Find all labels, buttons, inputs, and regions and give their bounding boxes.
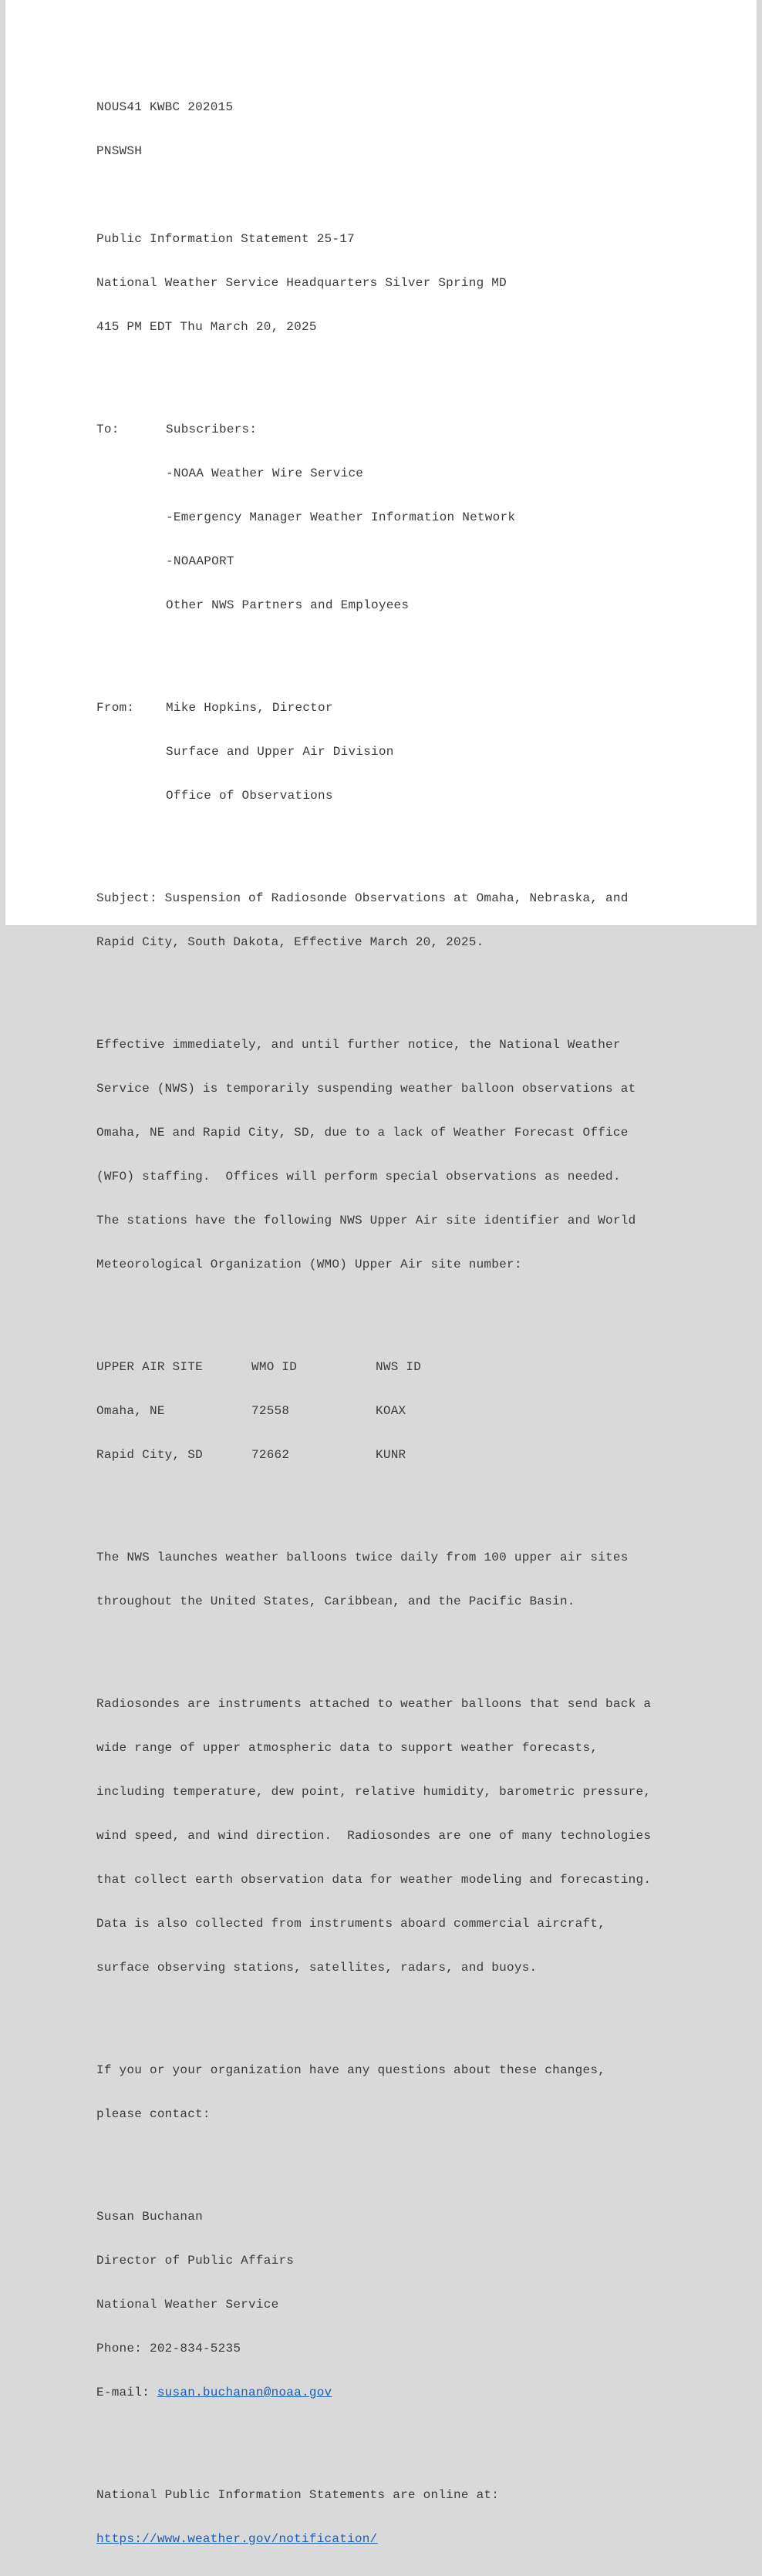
paragraph-line: please contact:	[96, 2107, 211, 2121]
table-cell: 72558	[251, 1404, 290, 1418]
table-cell: KUNR	[376, 1448, 406, 1462]
paragraph-line: surface observing stations, satellites, radars, and buoys.	[96, 1961, 538, 1975]
issue-time: 415 PM EDT Thu March 20, 2025	[96, 320, 317, 334]
table-header-site: UPPER AIR SITE	[96, 1360, 203, 1374]
email-label: E-mail:	[96, 2386, 157, 2399]
paragraph-line: including temperature, dew point, relative humidity, barometric pressure,	[96, 1785, 652, 1799]
paragraph-line: The stations have the following NWS Upper Air site identifier and World	[96, 1214, 636, 1227]
paragraph-line: The NWS launches weather balloons twice daily from 100 upper air sites	[96, 1551, 629, 1564]
awips-id: PNSWSH	[96, 144, 143, 158]
subject-line: Subject: Suspension of Radiosonde Observations at Omaha, Nebraska, and	[96, 891, 629, 905]
table-cell: Omaha, NE	[96, 1404, 165, 1418]
table-cell: Rapid City, SD	[96, 1448, 203, 1462]
table-cell: KOAX	[376, 1404, 406, 1418]
paragraph-line: that collect earth observation data for weather modeling and forecasting.	[96, 1873, 652, 1887]
table-header-nws: NWS ID	[376, 1360, 422, 1374]
statement-title: Public Information Statement 25-17	[96, 232, 355, 246]
contact-email-row	[96, 2386, 744, 2400]
table-header-wmo: WMO ID	[251, 1360, 298, 1374]
paragraph-line: Meteorological Organization (WMO) Upper Air site number:	[96, 1258, 522, 1271]
contact-title: Director of Public Affairs	[96, 2254, 295, 2268]
paragraph-line: wide range of upper atmospheric data to support weather forecasts,	[96, 1741, 598, 1755]
contact-phone: Phone: 202-834-5235	[96, 2342, 241, 2355]
from-label: From:	[96, 701, 135, 715]
footer-url-row	[96, 2532, 744, 2547]
to-line: Other NWS Partners and Employees	[166, 598, 410, 612]
contact-name: Susan Buchanan	[96, 2210, 203, 2224]
paragraph-line: Service (NWS) is temporarily suspending weather balloon observations at	[96, 1082, 636, 1096]
paragraph-line: If you or your organization have any questions about these changes,	[96, 2063, 606, 2077]
statement-text	[96, 71, 744, 2576]
from-line: Surface and Upper Air Division	[166, 745, 394, 759]
paragraph-line: Effective immediately, and until further notice, the National Weather	[96, 1038, 621, 1052]
email-link[interactable]: susan.buchanan@noaa.gov	[157, 2386, 332, 2399]
footer-text: National Public Information Statements are online at:	[96, 2488, 500, 2502]
paragraph-line: throughout the United States, Caribbean, and the Pacific Basin.	[96, 1594, 575, 1608]
paragraph-line: wind speed, and wind direction. Radiosondes are one of many technologies	[96, 1829, 652, 1843]
from-row	[96, 701, 744, 716]
document-page	[5, 0, 757, 2546]
subject-line: Rapid City, South Dakota, Effective March 20, 2025.	[96, 935, 484, 949]
to-line: -NOAA Weather Wire Service	[166, 466, 364, 480]
paragraph-line: Data is also collected from instruments aboard commercial aircraft,	[96, 1917, 606, 1931]
paragraph-line: Radiosondes are instruments attached to weather balloons that send back a	[96, 1697, 652, 1711]
contact-org: National Weather Service	[96, 2298, 279, 2312]
from-line: Mike Hopkins, Director	[166, 701, 333, 715]
to-line: -Emergency Manager Weather Information Network	[166, 510, 516, 524]
table-cell: 72662	[251, 1448, 290, 1462]
paragraph-line: Omaha, NE and Rapid City, SD, due to a lack of Weather Forecast Office	[96, 1126, 629, 1140]
wmo-header: NOUS41 KWBC 202015	[96, 100, 234, 114]
notification-url-link[interactable]: https://www.weather.gov/notification/	[96, 2532, 378, 2546]
to-line: Subscribers:	[166, 423, 258, 436]
issuing-office: National Weather Service Headquarters Silver Spring MD	[96, 276, 507, 290]
paragraph-line: (WFO) staffing. Offices will perform special observations as needed.	[96, 1170, 621, 1184]
from-line: Office of Observations	[166, 789, 333, 803]
to-line: -NOAAPORT	[166, 554, 234, 568]
site-table-header	[96, 1360, 744, 1375]
to-row	[96, 423, 744, 437]
table-row	[96, 1404, 744, 1419]
table-row	[96, 1448, 744, 1463]
to-label: To:	[96, 423, 120, 436]
